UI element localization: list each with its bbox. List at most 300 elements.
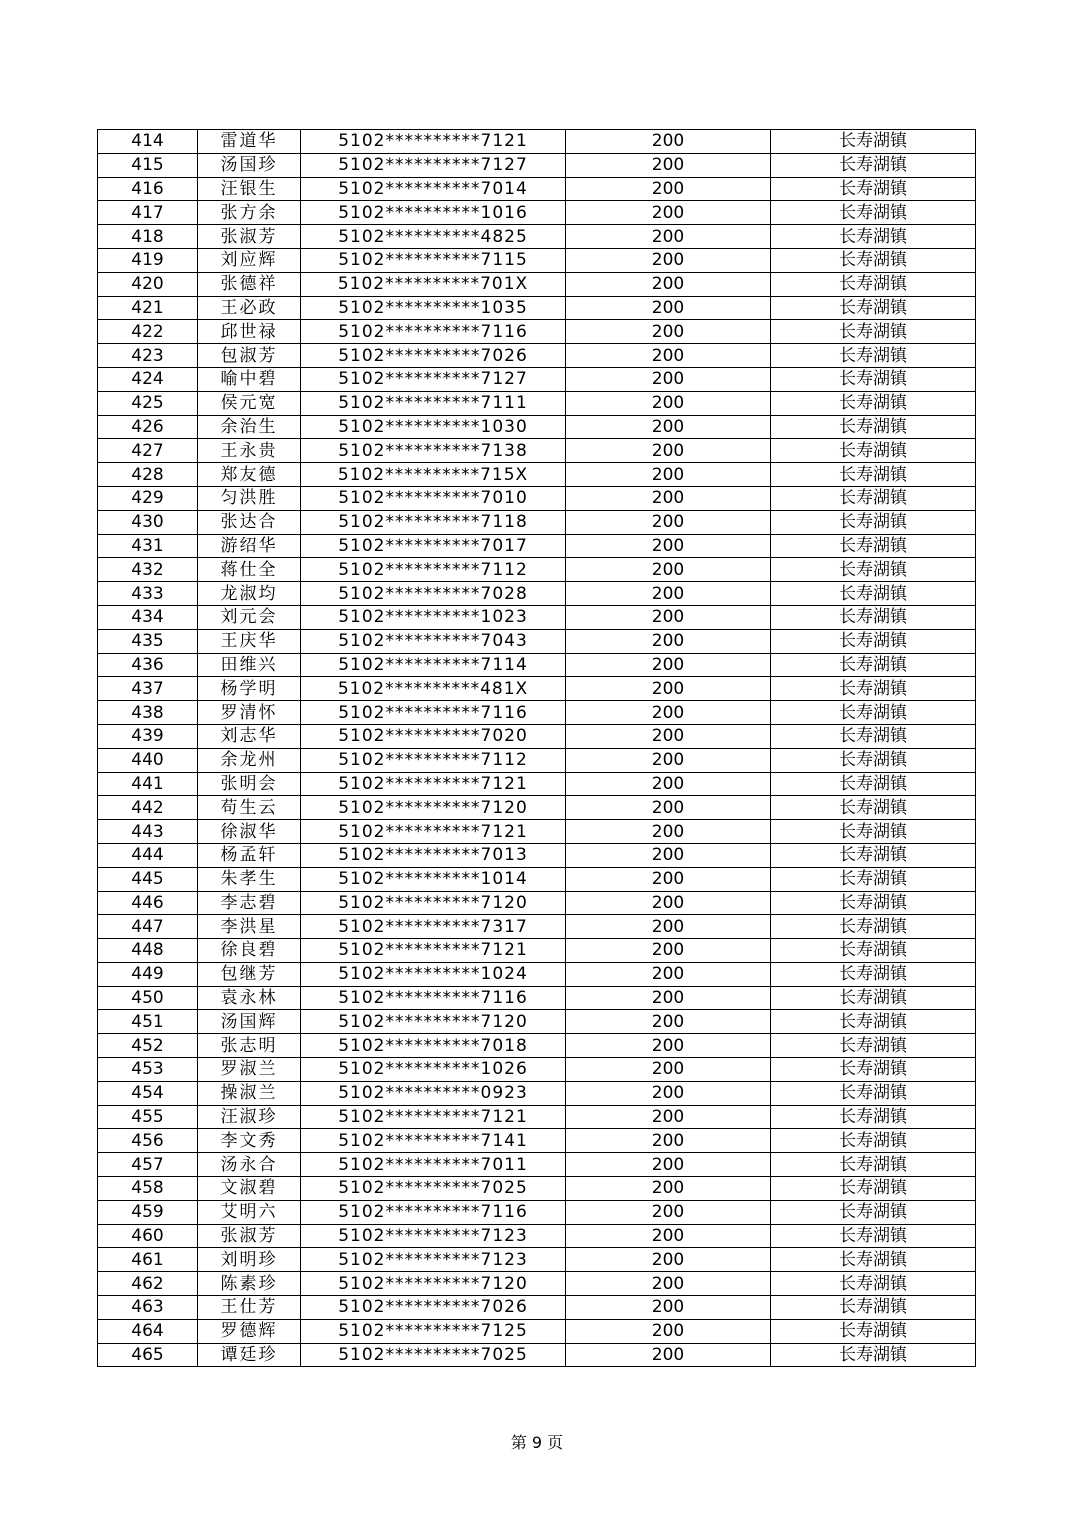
row-number-cell: 442: [98, 796, 198, 820]
town-cell: 长寿湖镇: [771, 605, 976, 629]
row-number-cell: 450: [98, 986, 198, 1010]
name-cell: 喻中碧: [198, 367, 301, 391]
row-number-cell: 417: [98, 201, 198, 225]
amount-cell: 200: [566, 820, 771, 844]
row-number-cell: 464: [98, 1319, 198, 1343]
town-cell: 长寿湖镇: [771, 748, 976, 772]
id-number-cell: 5102**********1026: [301, 1058, 566, 1082]
town-cell: 长寿湖镇: [771, 130, 976, 154]
row-number-cell: 433: [98, 582, 198, 606]
row-number-cell: 456: [98, 1129, 198, 1153]
table-row: [98, 558, 976, 582]
amount-cell: 200: [566, 891, 771, 915]
page-number: 第 9 页: [510, 1433, 564, 1452]
table-row: [98, 915, 976, 939]
town-cell: 长寿湖镇: [771, 939, 976, 963]
id-number-cell: 5102**********7020: [301, 724, 566, 748]
row-number-cell: 440: [98, 748, 198, 772]
town-cell: 长寿湖镇: [771, 225, 976, 249]
id-number-cell: 5102**********7011: [301, 1153, 566, 1177]
name-cell: 操淑兰: [198, 1081, 301, 1105]
amount-cell: 200: [566, 130, 771, 154]
table-row: [98, 296, 976, 320]
id-number-cell: 5102**********1023: [301, 605, 566, 629]
amount-cell: 200: [566, 796, 771, 820]
id-number-cell: 5102**********7014: [301, 177, 566, 201]
town-cell: 长寿湖镇: [771, 1010, 976, 1034]
name-cell: 罗清怀: [198, 701, 301, 725]
amount-cell: 200: [566, 1058, 771, 1082]
town-cell: 长寿湖镇: [771, 986, 976, 1010]
row-number-cell: 451: [98, 1010, 198, 1034]
table-row: [98, 534, 976, 558]
row-number-cell: 429: [98, 486, 198, 510]
table-row: [98, 962, 976, 986]
row-number-cell: 443: [98, 820, 198, 844]
row-number-cell: 414: [98, 130, 198, 154]
id-number-cell: 5102**********7018: [301, 1034, 566, 1058]
town-cell: 长寿湖镇: [771, 1153, 976, 1177]
name-cell: 邱世禄: [198, 320, 301, 344]
amount-cell: 200: [566, 1272, 771, 1296]
id-number-cell: 5102**********7025: [301, 1177, 566, 1201]
amount-cell: 200: [566, 653, 771, 677]
row-number-cell: 418: [98, 225, 198, 249]
name-cell: 王永贵: [198, 439, 301, 463]
name-cell: 朱孝生: [198, 867, 301, 891]
town-cell: 长寿湖镇: [771, 534, 976, 558]
id-number-cell: 5102**********7010: [301, 486, 566, 510]
table-row: [98, 605, 976, 629]
amount-cell: 200: [566, 1296, 771, 1320]
town-cell: 长寿湖镇: [771, 915, 976, 939]
table-row: [98, 629, 976, 653]
table-row: [98, 1034, 976, 1058]
table-row: [98, 843, 976, 867]
row-number-cell: 424: [98, 367, 198, 391]
table-row: [98, 486, 976, 510]
name-cell: 罗淑兰: [198, 1058, 301, 1082]
table-row: [98, 939, 976, 963]
town-cell: 长寿湖镇: [771, 391, 976, 415]
table-row: [98, 867, 976, 891]
row-number-cell: 431: [98, 534, 198, 558]
amount-cell: 200: [566, 344, 771, 368]
town-cell: 长寿湖镇: [771, 415, 976, 439]
town-cell: 长寿湖镇: [771, 1105, 976, 1129]
town-cell: 长寿湖镇: [771, 1177, 976, 1201]
name-cell: 包继芳: [198, 962, 301, 986]
table-row: [98, 582, 976, 606]
table-row: [98, 820, 976, 844]
town-cell: 长寿湖镇: [771, 1058, 976, 1082]
id-number-cell: 5102**********4825: [301, 225, 566, 249]
row-number-cell: 446: [98, 891, 198, 915]
id-number-cell: 5102**********7123: [301, 1224, 566, 1248]
name-cell: 刘志华: [198, 724, 301, 748]
id-number-cell: 5102**********7116: [301, 1200, 566, 1224]
table-row: [98, 1272, 976, 1296]
amount-cell: 200: [566, 367, 771, 391]
town-cell: 长寿湖镇: [771, 1224, 976, 1248]
row-number-cell: 462: [98, 1272, 198, 1296]
row-number-cell: 437: [98, 677, 198, 701]
amount-cell: 200: [566, 201, 771, 225]
name-cell: 徐良碧: [198, 939, 301, 963]
town-cell: 长寿湖镇: [771, 867, 976, 891]
id-number-cell: 5102**********7120: [301, 1272, 566, 1296]
id-number-cell: 5102**********7025: [301, 1343, 566, 1367]
row-number-cell: 455: [98, 1105, 198, 1129]
name-cell: 龙淑均: [198, 582, 301, 606]
table-row: [98, 130, 976, 154]
table-row: [98, 986, 976, 1010]
row-number-cell: 422: [98, 320, 198, 344]
town-cell: 长寿湖镇: [771, 296, 976, 320]
amount-cell: 200: [566, 272, 771, 296]
table-row: [98, 367, 976, 391]
row-number-cell: 436: [98, 653, 198, 677]
name-cell: 苟生云: [198, 796, 301, 820]
id-number-cell: 5102**********7028: [301, 582, 566, 606]
town-cell: 长寿湖镇: [771, 558, 976, 582]
id-number-cell: 5102**********7017: [301, 534, 566, 558]
amount-cell: 200: [566, 1224, 771, 1248]
amount-cell: 200: [566, 939, 771, 963]
table-row: [98, 1129, 976, 1153]
name-cell: 艾明六: [198, 1200, 301, 1224]
row-number-cell: 453: [98, 1058, 198, 1082]
table-row: [98, 1058, 976, 1082]
name-cell: 李文秀: [198, 1129, 301, 1153]
table-row: [98, 153, 976, 177]
amount-cell: 200: [566, 843, 771, 867]
town-cell: 长寿湖镇: [771, 582, 976, 606]
name-cell: 雷道华: [198, 130, 301, 154]
name-cell: 文淑碧: [198, 1177, 301, 1201]
town-cell: 长寿湖镇: [771, 772, 976, 796]
table-row: [98, 1343, 976, 1367]
id-number-cell: 5102**********7121: [301, 820, 566, 844]
amount-cell: 200: [566, 1153, 771, 1177]
row-number-cell: 447: [98, 915, 198, 939]
id-number-cell: 5102**********7127: [301, 153, 566, 177]
town-cell: 长寿湖镇: [771, 248, 976, 272]
id-number-cell: 5102**********715X: [301, 463, 566, 487]
table-row: [98, 177, 976, 201]
amount-cell: 200: [566, 1200, 771, 1224]
amount-cell: 200: [566, 248, 771, 272]
town-cell: 长寿湖镇: [771, 320, 976, 344]
table-row: [98, 1296, 976, 1320]
row-number-cell: 428: [98, 463, 198, 487]
name-cell: 罗德辉: [198, 1319, 301, 1343]
town-cell: 长寿湖镇: [771, 344, 976, 368]
table-row: [98, 391, 976, 415]
name-cell: 游绍华: [198, 534, 301, 558]
id-number-cell: 5102**********7121: [301, 939, 566, 963]
amount-cell: 200: [566, 177, 771, 201]
row-number-cell: 420: [98, 272, 198, 296]
id-number-cell: 5102**********7111: [301, 391, 566, 415]
table-row: [98, 1224, 976, 1248]
name-cell: 张明会: [198, 772, 301, 796]
row-number-cell: 438: [98, 701, 198, 725]
row-number-cell: 419: [98, 248, 198, 272]
town-cell: 长寿湖镇: [771, 1248, 976, 1272]
name-cell: 余龙州: [198, 748, 301, 772]
name-cell: 汤国珍: [198, 153, 301, 177]
row-number-cell: 421: [98, 296, 198, 320]
id-number-cell: 5102**********7115: [301, 248, 566, 272]
town-cell: 长寿湖镇: [771, 677, 976, 701]
amount-cell: 200: [566, 439, 771, 463]
row-number-cell: 430: [98, 510, 198, 534]
id-number-cell: 5102**********7118: [301, 510, 566, 534]
table-row: [98, 510, 976, 534]
table-row: [98, 724, 976, 748]
id-number-cell: 5102**********7026: [301, 1296, 566, 1320]
row-number-cell: 463: [98, 1296, 198, 1320]
amount-cell: 200: [566, 772, 771, 796]
id-number-cell: 5102**********7120: [301, 796, 566, 820]
id-number-cell: 5102**********1014: [301, 867, 566, 891]
name-cell: 蒋仕全: [198, 558, 301, 582]
amount-cell: 200: [566, 1010, 771, 1034]
name-cell: 汤永合: [198, 1153, 301, 1177]
table-row: [98, 772, 976, 796]
row-number-cell: 454: [98, 1081, 198, 1105]
town-cell: 长寿湖镇: [771, 439, 976, 463]
amount-cell: 200: [566, 153, 771, 177]
town-cell: 长寿湖镇: [771, 1319, 976, 1343]
id-number-cell: 5102**********701X: [301, 272, 566, 296]
row-number-cell: 465: [98, 1343, 198, 1367]
row-number-cell: 460: [98, 1224, 198, 1248]
table-row: [98, 1081, 976, 1105]
town-cell: 长寿湖镇: [771, 843, 976, 867]
town-cell: 长寿湖镇: [771, 510, 976, 534]
id-number-cell: 5102**********7116: [301, 701, 566, 725]
id-number-cell: 5102**********0923: [301, 1081, 566, 1105]
table-row: [98, 891, 976, 915]
id-number-cell: 5102**********7116: [301, 986, 566, 1010]
town-cell: 长寿湖镇: [771, 1343, 976, 1367]
row-number-cell: 448: [98, 939, 198, 963]
id-number-cell: 5102**********7112: [301, 748, 566, 772]
town-cell: 长寿湖镇: [771, 1034, 976, 1058]
amount-cell: 200: [566, 296, 771, 320]
name-cell: 包淑芳: [198, 344, 301, 368]
town-cell: 长寿湖镇: [771, 724, 976, 748]
name-cell: 王仕芳: [198, 1296, 301, 1320]
table-row: [98, 1153, 976, 1177]
id-number-cell: 5102**********7120: [301, 891, 566, 915]
table-row: [98, 1200, 976, 1224]
table-row: [98, 344, 976, 368]
id-number-cell: 5102**********7120: [301, 1010, 566, 1034]
name-cell: 刘元会: [198, 605, 301, 629]
amount-cell: 200: [566, 1343, 771, 1367]
id-number-cell: 5102**********1030: [301, 415, 566, 439]
row-number-cell: 435: [98, 629, 198, 653]
row-number-cell: 452: [98, 1034, 198, 1058]
table-row: [98, 1319, 976, 1343]
id-number-cell: 5102**********481X: [301, 677, 566, 701]
row-number-cell: 445: [98, 867, 198, 891]
table-row: [98, 248, 976, 272]
town-cell: 长寿湖镇: [771, 820, 976, 844]
amount-cell: 200: [566, 701, 771, 725]
table-body: [98, 130, 976, 1367]
name-cell: 张志明: [198, 1034, 301, 1058]
table-row: [98, 701, 976, 725]
amount-cell: 200: [566, 463, 771, 487]
id-number-cell: 5102**********7138: [301, 439, 566, 463]
table-row: [98, 439, 976, 463]
id-number-cell: 5102**********7116: [301, 320, 566, 344]
id-number-cell: 5102**********7043: [301, 629, 566, 653]
id-number-cell: 5102**********7114: [301, 653, 566, 677]
name-cell: 汪淑珍: [198, 1105, 301, 1129]
amount-cell: 200: [566, 415, 771, 439]
data-table: [97, 129, 976, 1367]
table-row: [98, 748, 976, 772]
amount-cell: 200: [566, 1319, 771, 1343]
town-cell: 长寿湖镇: [771, 962, 976, 986]
row-number-cell: 423: [98, 344, 198, 368]
name-cell: 王必政: [198, 296, 301, 320]
id-number-cell: 5102**********7317: [301, 915, 566, 939]
table-row: [98, 1010, 976, 1034]
amount-cell: 200: [566, 582, 771, 606]
id-number-cell: 5102**********1035: [301, 296, 566, 320]
row-number-cell: 426: [98, 415, 198, 439]
town-cell: 长寿湖镇: [771, 153, 976, 177]
amount-cell: 200: [566, 534, 771, 558]
amount-cell: 200: [566, 486, 771, 510]
name-cell: 田维兴: [198, 653, 301, 677]
row-number-cell: 434: [98, 605, 198, 629]
name-cell: 杨学明: [198, 677, 301, 701]
name-cell: 汤国辉: [198, 1010, 301, 1034]
name-cell: 张淑芳: [198, 225, 301, 249]
town-cell: 长寿湖镇: [771, 1272, 976, 1296]
town-cell: 长寿湖镇: [771, 1296, 976, 1320]
name-cell: 汪银生: [198, 177, 301, 201]
town-cell: 长寿湖镇: [771, 653, 976, 677]
table-row: [98, 796, 976, 820]
town-cell: 长寿湖镇: [771, 486, 976, 510]
row-number-cell: 449: [98, 962, 198, 986]
town-cell: 长寿湖镇: [771, 891, 976, 915]
name-cell: 李洪星: [198, 915, 301, 939]
id-number-cell: 5102**********7121: [301, 130, 566, 154]
id-number-cell: 5102**********7013: [301, 843, 566, 867]
town-cell: 长寿湖镇: [771, 201, 976, 225]
town-cell: 长寿湖镇: [771, 177, 976, 201]
town-cell: 长寿湖镇: [771, 272, 976, 296]
table-row: [98, 1105, 976, 1129]
name-cell: 刘应辉: [198, 248, 301, 272]
amount-cell: 200: [566, 391, 771, 415]
table-row: [98, 1177, 976, 1201]
name-cell: 张淑芳: [198, 1224, 301, 1248]
amount-cell: 200: [566, 320, 771, 344]
row-number-cell: 457: [98, 1153, 198, 1177]
amount-cell: 200: [566, 677, 771, 701]
row-number-cell: 439: [98, 724, 198, 748]
table-row: [98, 415, 976, 439]
id-number-cell: 5102**********7026: [301, 344, 566, 368]
name-cell: 徐淑华: [198, 820, 301, 844]
id-number-cell: 5102**********7123: [301, 1248, 566, 1272]
amount-cell: 200: [566, 510, 771, 534]
town-cell: 长寿湖镇: [771, 367, 976, 391]
id-number-cell: 5102**********1016: [301, 201, 566, 225]
amount-cell: 200: [566, 986, 771, 1010]
table-row: [98, 201, 976, 225]
name-cell: 王庆华: [198, 629, 301, 653]
town-cell: 长寿湖镇: [771, 1129, 976, 1153]
row-number-cell: 427: [98, 439, 198, 463]
amount-cell: 200: [566, 629, 771, 653]
amount-cell: 200: [566, 1034, 771, 1058]
row-number-cell: 441: [98, 772, 198, 796]
row-number-cell: 416: [98, 177, 198, 201]
town-cell: 长寿湖镇: [771, 796, 976, 820]
name-cell: 匀洪胜: [198, 486, 301, 510]
row-number-cell: 458: [98, 1177, 198, 1201]
town-cell: 长寿湖镇: [771, 701, 976, 725]
amount-cell: 200: [566, 605, 771, 629]
table-row: [98, 272, 976, 296]
amount-cell: 200: [566, 1248, 771, 1272]
row-number-cell: 415: [98, 153, 198, 177]
id-number-cell: 5102**********7141: [301, 1129, 566, 1153]
table-row: [98, 1248, 976, 1272]
amount-cell: 200: [566, 867, 771, 891]
id-number-cell: 5102**********7121: [301, 1105, 566, 1129]
town-cell: 长寿湖镇: [771, 1081, 976, 1105]
name-cell: 李志碧: [198, 891, 301, 915]
row-number-cell: 425: [98, 391, 198, 415]
amount-cell: 200: [566, 962, 771, 986]
id-number-cell: 5102**********1024: [301, 962, 566, 986]
name-cell: 余治生: [198, 415, 301, 439]
amount-cell: 200: [566, 915, 771, 939]
amount-cell: 200: [566, 558, 771, 582]
id-number-cell: 5102**********7121: [301, 772, 566, 796]
town-cell: 长寿湖镇: [771, 1200, 976, 1224]
amount-cell: 200: [566, 1129, 771, 1153]
table-row: [98, 677, 976, 701]
id-number-cell: 5102**********7127: [301, 367, 566, 391]
id-number-cell: 5102**********7125: [301, 1319, 566, 1343]
row-number-cell: 459: [98, 1200, 198, 1224]
town-cell: 长寿湖镇: [771, 463, 976, 487]
name-cell: 郑友德: [198, 463, 301, 487]
name-cell: 张德祥: [198, 272, 301, 296]
table-row: [98, 225, 976, 249]
table-row: [98, 653, 976, 677]
row-number-cell: 461: [98, 1248, 198, 1272]
amount-cell: 200: [566, 225, 771, 249]
name-cell: 张方余: [198, 201, 301, 225]
amount-cell: 200: [566, 724, 771, 748]
row-number-cell: 432: [98, 558, 198, 582]
name-cell: 侯元宽: [198, 391, 301, 415]
